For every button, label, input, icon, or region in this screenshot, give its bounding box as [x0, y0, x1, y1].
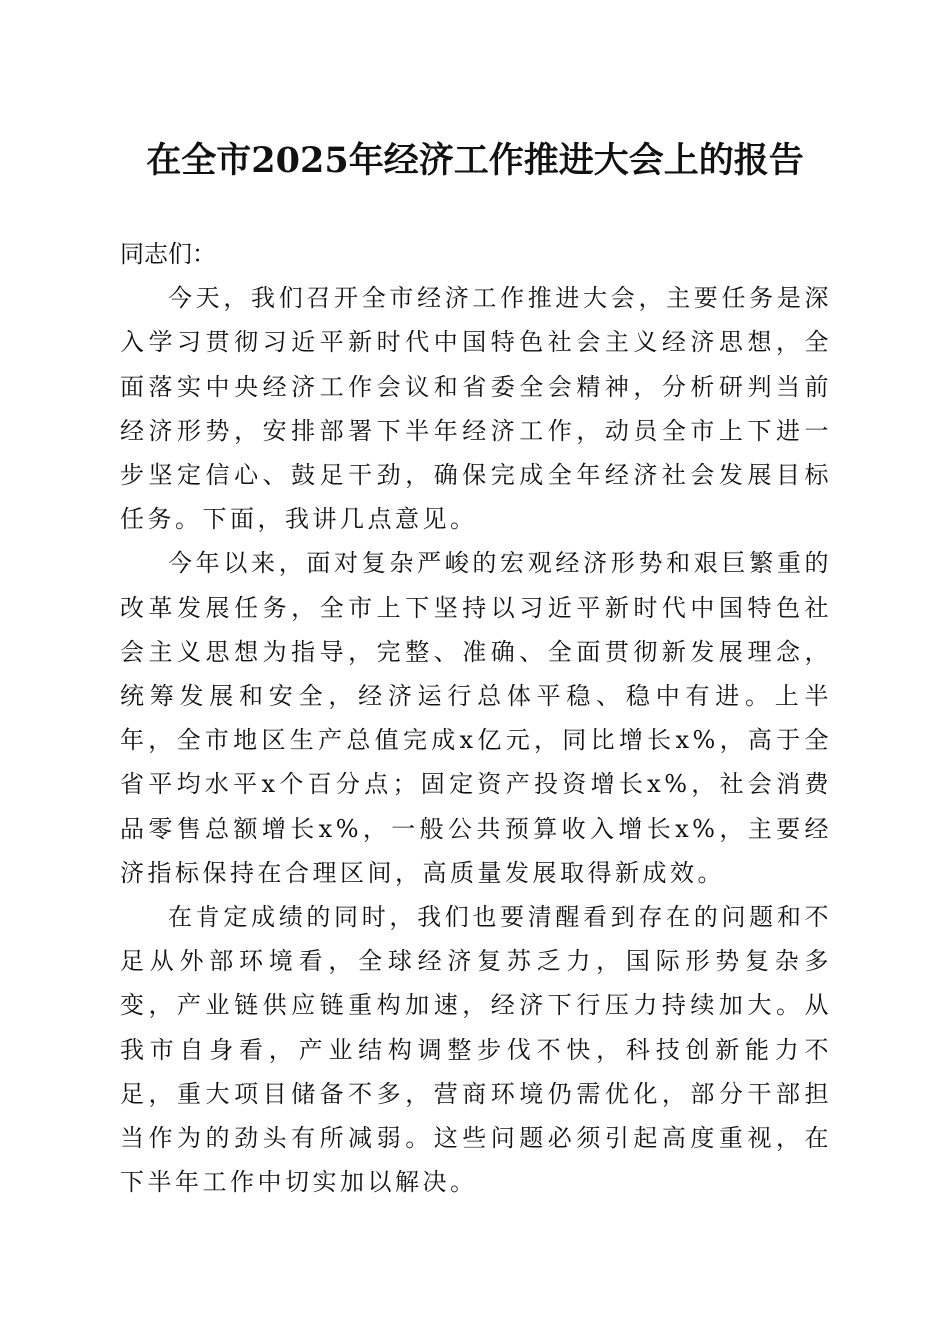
document-body [120, 232, 832, 1204]
salutation: 同志们： [120, 240, 216, 268]
paragraph-opening: 今天，我们召开全市经济工作推进大会，主要任务是深入学习贯彻习近平新时代中国特色社会主义经济思想，全面落实中央经济工作会议和省委全会精神，分析研判当前经济形势，安排部署下半年经济工作，动员全市上下进一步坚定信心、鼓足干劲，确保完成全年经济社会发展目标任务。下面，我讲几点意见。 [120, 284, 832, 534]
document-title: 在全市2025年经济工作推进大会上的报告 [146, 140, 804, 181]
paragraph-achievements: 今年以来，面对复杂严峻的宏观经济形势和艰巨繁重的改革发展任务，全市上下坚持以习近平新时代中国特色社会主义思想为指导，完整、准确、全面贯彻新发展理念，统筹发展和安全，经济运行总体平稳、稳中有进。上半年，全市地区生产总值完成x亿元，同比增长x%，高于全省平均水平x个百分点；固定资产投资增长x%，社会消费品零售总额增长x%，一般公共预算收入增长x%，主要经济指标保持在合理区间，高质量发展取得新成效。 [120, 549, 832, 887]
paragraph-problems: 在肯定成绩的同时，我们也要清醒看到存在的问题和不足从外部环境看，全球经济复苏乏力，国际形势复杂多变，产业链供应链重构加速，经济下行压力持续加大。从我市自身看，产业结构调整步伐不快，科技创新能力不足，重大项目储备不多，营商环境仍需优化，部分干部担当作为的劲头有所减弱。这些问题必须引起高度重视，在下半年工作中切实加以解决。 [120, 903, 832, 1197]
